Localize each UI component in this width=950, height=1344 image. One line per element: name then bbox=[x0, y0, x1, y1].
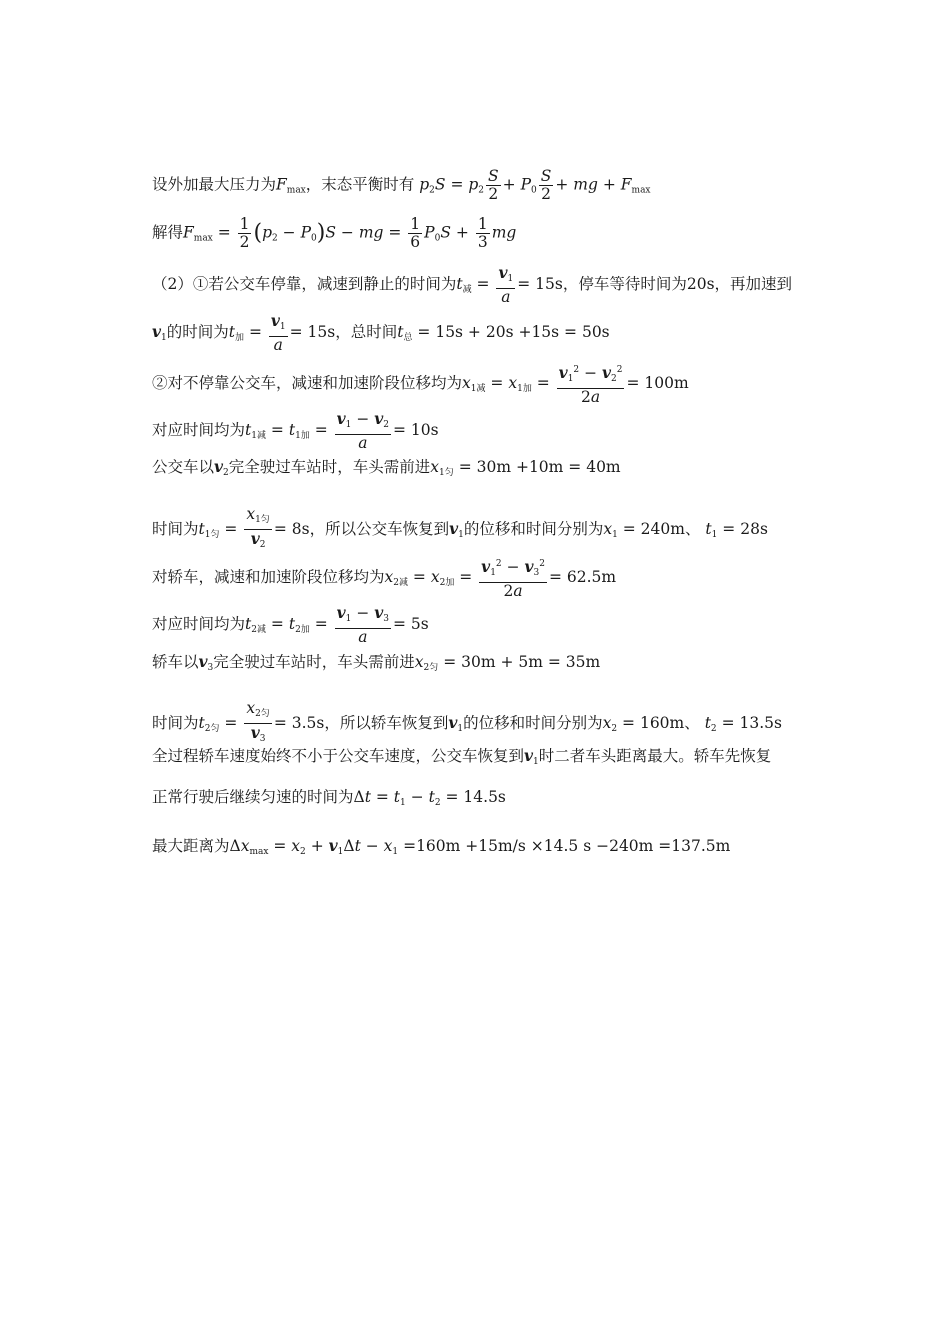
line-13: 全过程轿车速度始终不小于公交车速度，公交车恢复到$v_1$时二者车头距离最大。轿车先恢复 bbox=[152, 746, 772, 767]
line-1: 设外加最大压力为$F_{max}$，末态平衡时有 $p_2S = p_2$ $\frac{S}{2}$ + $P_0$ $\frac{S}{2}$ + mg + $F_{max}$ bbox=[152, 167, 651, 203]
line-7: 公交车以$v_2$完全驶过车站时，车头需前进$x_{1匀} = 30m +10m = 40m$ bbox=[152, 457, 621, 478]
line-14: 正常行驶后继续匀速的时间为$\Delta t = t_1 - t_2 = 14.5s$ bbox=[152, 788, 506, 808]
line-2: 解得$F_{max}$ = $\frac{1}{2}$ $(p_2 - P_0)S$ − mg = $\frac{1}{6}$ $P_0S$ + $\frac{1}{3}$ mg bbox=[152, 215, 517, 251]
line-9: 对轿车，减速和加速阶段位移均为$x_{2减} = x_{2加}$ = $\frac{v_1^2 - v_3^2}{2a}$ = 62.5m bbox=[152, 557, 617, 600]
line-3: （2）①若公交车停靠，减速到静止的时间为$t_减$ = $\frac{v_1}{a}$ = 15s，停车等待时间为20s，再加速到 bbox=[152, 263, 793, 306]
line-5: ②对不停靠公交车，减速和加速阶段位移均为$x_{1减} = x_{1加}$ = $\frac{v_1^2 - v_2^2}{2a}$ = 100m bbox=[152, 363, 689, 406]
line-12: 时间为$t_{2匀}$ = $\frac{x_{2匀}}{v_3}$ = 3.5s，所以轿车恢复到$v_1$的位移和时间分别为$x_2 = 160m$、 $t_2 = 13.5s$ bbox=[152, 699, 782, 744]
line-15: 最大距离为$\Delta x_{max} = x_2 + v_1\Delta t - x_1 =160m +15m/s \times 14.5$ s −240m =137.5m bbox=[152, 836, 731, 857]
line-11: 轿车以$v_3$完全驶过车站时，车头需前进$x_{2匀} = 30m + 5m = 35m$ bbox=[152, 652, 601, 673]
line-10: 对应时间均为$t_{2减} = t_{2加}$ = $\frac{v_1 - v_3}{a}$ = 5s bbox=[152, 603, 429, 646]
line-8: 时间为$t_{1匀}$ = $\frac{x_{1匀}}{v_2}$ = 8s，所以公交车恢复到$v_1$的位移和时间分别为$x_1 = 240m$、 $t_1 = 28s$ bbox=[152, 505, 768, 550]
line-4: $v_1$的时间为$t_加$ = $\frac{v_1}{a}$ = 15s，总时间$t_总 = 15s + 20s +15s = 50s$ bbox=[152, 311, 610, 354]
line-6: 对应时间均为$t_{1减} = t_{1加}$ = $\frac{v_1 - v_2}{a}$ = 10s bbox=[152, 409, 439, 452]
